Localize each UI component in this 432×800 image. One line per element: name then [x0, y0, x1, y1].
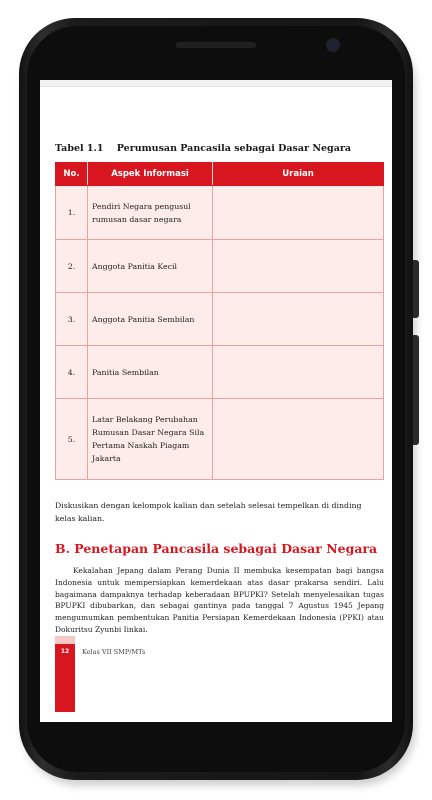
table-caption-title: Perumusan Pancasila sebagai Dasar Negara [116, 143, 352, 154]
table-row [56, 240, 384, 293]
row-uraian-cell[interactable] [213, 346, 384, 399]
row-number: 1. [56, 186, 88, 240]
row-uraian-cell[interactable] [213, 293, 384, 346]
row-uraian-cell[interactable] [213, 240, 384, 293]
header-uraian: Uraian [213, 163, 384, 186]
header-no: No. [56, 163, 88, 186]
row-number: 5. [56, 399, 88, 480]
row-aspek: Latar Belakang Perubahan Rumusan Dasar Negara Sila Pertama Naskah Piagam Jakarta [88, 399, 213, 480]
page-number: 12 [60, 648, 70, 655]
book-page-screen[interactable] [40, 80, 392, 722]
section-heading: B. Penetapan Pancasila sebagai Dasar Negara [55, 541, 378, 556]
table-row [56, 399, 384, 480]
page-top-edge [40, 80, 392, 87]
table-row [56, 293, 384, 346]
row-number: 3. [56, 293, 88, 346]
table-row [56, 186, 384, 240]
table-row [56, 346, 384, 399]
row-number: 2. [56, 240, 88, 293]
book-label: Kelas VII SMP/MTs [82, 648, 146, 656]
volume-button[interactable] [413, 335, 419, 445]
power-button[interactable] [413, 260, 419, 318]
instruction-text: Diskusikan dengan kelompok kalian dan setelah selesai tempelkan di dinding kelas kalian. [55, 501, 362, 523]
section-paragraph: Kekalahan Jepang dalam Perang Dunia II membuka kesempatan bagi bangsa Indonesia untuk mempersiapkan kemerdekaan atas dasar prakarsa sendiri. Lalu bagaimana dampaknya terhadap keberadaan BPUPKI? Setelah menyelesaikan tugas BPUPKI dibubarkan, dan sebagai gantinya pada tanggal 7 Agustus 1945 Jepang mengumumkan pembentukan Panitia Persiapan Kemerdekaan Indonesia (PPKI) atau Dokuritsu Zyunbi Iinkai. [55, 566, 384, 634]
data-table [55, 162, 384, 480]
row-uraian-cell[interactable] [213, 399, 384, 480]
row-aspek: Pendiri Negara pengusul rumusan dasar negara [88, 186, 213, 240]
table-caption [55, 143, 351, 154]
row-aspek: Panitia Sembilan [88, 346, 213, 399]
front-camera-icon [328, 40, 338, 50]
table-header-row [56, 163, 384, 186]
table-caption-number: Tabel 1.1 [55, 143, 104, 154]
page-tab-highlight [55, 636, 75, 644]
row-aspek: Anggota Panitia Sembilan [88, 293, 213, 346]
header-aspek: Aspek Informasi [88, 163, 213, 186]
row-aspek: Anggota Panitia Kecil [88, 240, 213, 293]
row-uraian-cell[interactable] [213, 186, 384, 240]
earpiece-speaker [176, 42, 256, 48]
row-number: 4. [56, 346, 88, 399]
